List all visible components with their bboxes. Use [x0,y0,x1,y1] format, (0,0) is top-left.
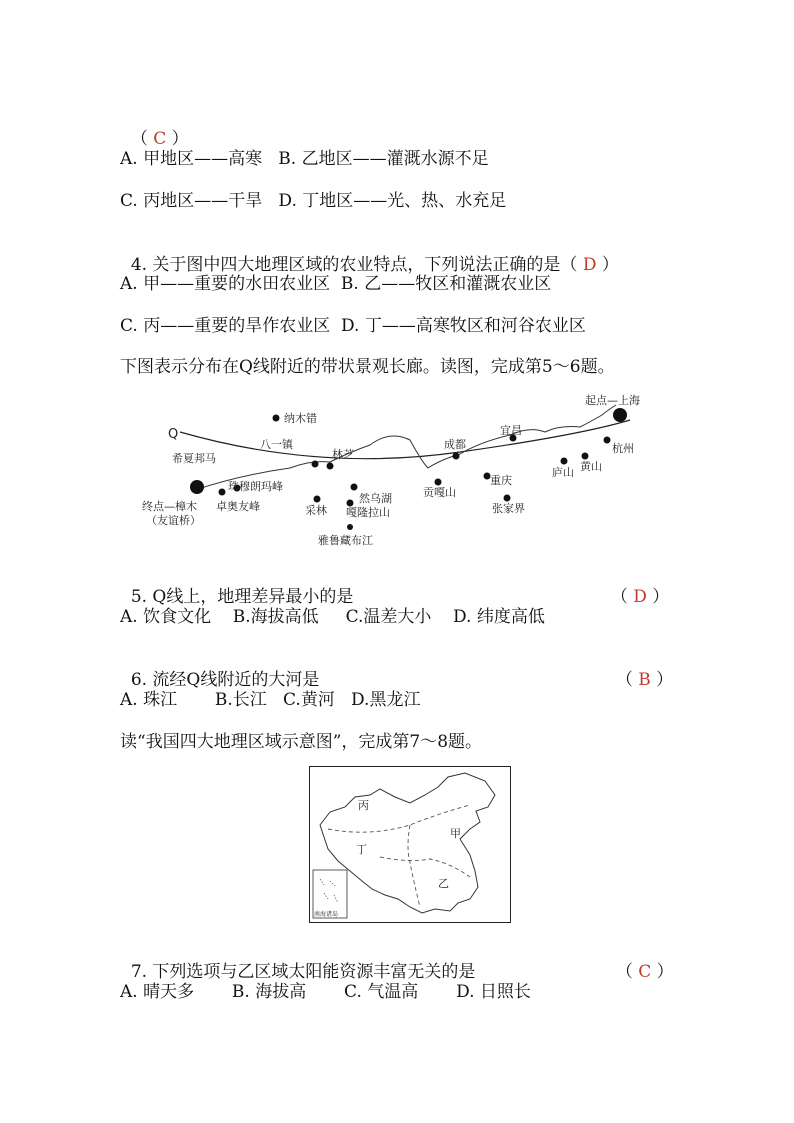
zhufeng-label: 珠穆朗玛峰 [228,480,283,493]
yaluzangbu-label: 雅鲁藏布江 [318,534,373,547]
boundary-north [328,805,470,832]
hangzhou-label: 杭州 [612,442,634,455]
close-paren: ） [651,962,674,982]
china-regions-map [309,766,511,923]
chongqing-label: 重庆 [490,474,512,487]
open-paren: （ [610,587,634,607]
inset-caption: 南海诸岛 [314,911,339,918]
question-6 [120,647,319,691]
open-paren: （ [615,962,639,982]
region-yi: 乙 [438,877,449,890]
q5-options: A. 饮食文化 B.海拔高低 C.温差大小 D. 纬度高低 [120,607,545,627]
chengdu-label: 成都 [444,438,466,451]
ranwuhu-dot [351,484,358,491]
question-6-text: 6. 流经Q线附近的大河是 [130,670,320,690]
q3-options-ab: A. 甲地区——高寒 B. 乙地区——灌溉水源不足 [120,149,489,169]
landscape-corridor-map [142,390,660,550]
answer-q5-paren [600,564,669,608]
bayizhen-dot [312,461,319,468]
region-bing: 丙 [358,799,369,812]
region-ding: 丁 [356,843,367,856]
huangshan-dot [582,453,589,460]
answer-line-q3 [120,106,189,150]
chengdu-dot [453,453,460,460]
linzhi-label: 林芝 [332,448,354,461]
huangshan-label: 黄山 [580,460,602,473]
question-7-text: 7. 下列选项与乙区域太阳能资源丰富无关的是 [130,962,476,982]
linzhi-dot [327,463,334,470]
zhuoaoyou-label: 卓奥友峰 [216,500,260,513]
answer-q3: C [153,129,167,149]
question-7 [120,939,475,983]
end-label-2: （友谊桥） [146,514,201,527]
boundary-west [408,825,420,907]
q-label: Q [168,427,179,442]
answer-q6: B [638,670,651,690]
namucuo-dot [273,415,280,422]
answer-q7: C [638,962,652,982]
start-label: 起点—上海 [585,394,640,407]
answer-q7-paren [605,939,674,983]
galongla-label: 嘎隆拉山 [346,506,390,519]
q3-options-cd: C. 丙地区——干旱 D. 丁地区——光、热、水充足 [120,191,507,211]
ranwuhu-label: 然乌湖 [359,492,392,505]
close-paren: ） [166,129,189,149]
answer-q4: D [582,255,597,275]
bayizhen-label: 八一镇 [260,438,293,451]
answer-q5: D [633,587,647,607]
close-paren: ） [596,255,619,275]
open-paren: （ [615,670,639,690]
xixiabangma-label: 希夏邦马 [172,452,216,465]
question-5-text: 5. Q线上，地理差异最小的是 [130,587,354,607]
end-label: 终点—樟木 [142,500,197,513]
caolin-dot [314,496,321,503]
q-line [180,420,630,459]
gongga-label: 贡嘎山 [423,486,456,499]
lushan-dot [561,458,568,465]
caolin-label: 采林 [305,504,327,517]
q4-options-cd: C. 丙——重要的旱作农业区 D. 丁——高寒牧区和河谷农业区 [120,316,586,336]
lushan-label: 庐山 [552,466,574,479]
open-paren: （ [130,129,154,149]
question-5 [120,564,353,608]
zhangjiajie-dot [504,495,511,502]
question-4-text: 4. 关于图中四大地理区域的农业特点，下列说法正确的是（ [130,255,583,275]
yaluzangbu-dot [347,524,353,530]
question-4 [120,232,619,276]
answer-q6-paren [605,647,673,691]
hangzhou-dot [604,437,611,444]
zhuoaoyou-dot [219,489,226,496]
q7-options: A. 晴天多 B. 海拔高 C. 气温高 D. 日照长 [120,982,531,1002]
namucuo-label: 纳木错 [284,412,317,425]
q4-options-ab: A. 甲——重要的水田农业区 B. 乙——牧区和灌溉农业区 [120,274,552,294]
intro-7-8: 读“我国四大地理区域示意图”，完成第7～8题。 [120,732,483,752]
yichang-label: 宜昌 [500,424,522,437]
intro-5-6: 下图表示分布在Q线附近的带状景观长廊。读图，完成第5～6题。 [120,357,615,377]
close-paren: ） [650,670,674,690]
zhangjiajie-label: 张家界 [492,502,525,515]
shanghai-dot [613,408,627,422]
xixiabangma-dot [190,480,204,494]
boundary-south [380,857,470,877]
q6-options: A. 珠江 B.长江 C.黄河 D.黑龙江 [120,690,421,710]
close-paren: ） [646,587,670,607]
region-jia: 甲 [450,827,461,840]
gongga-dot [435,479,442,486]
